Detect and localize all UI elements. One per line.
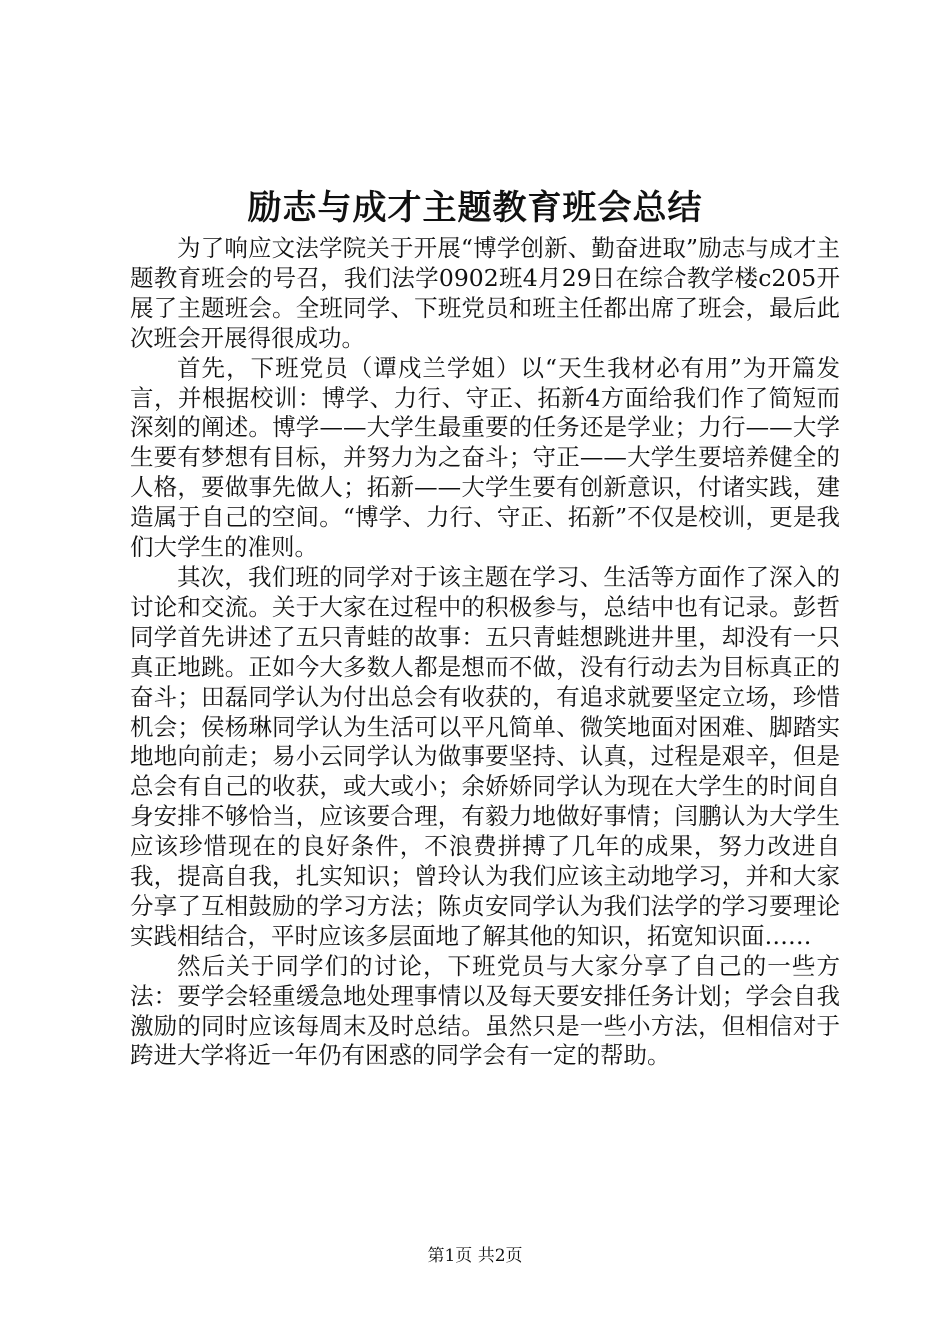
document-body [130,234,840,1071]
paragraph-3: 其次，我们班的同学对于该主题在学习、生活等方面作了深入的讨论和交流。关于大家在过程中的积极参与，总结中也有记录。彭哲同学首先讲述了五只青蛙的故事：五只青蛙想跳进井里，却没有一只真正地跳。正如今大多数人都是想而不做，没有行动去为目标真正的奋斗；田磊同学认为付出总会有收获的，有追求就要坚定立场，珍惜机会；侯杨琳同学认为生活可以平凡简单、微笑地面对困难、脚踏实地地向前走；易小云同学认为做事要坚持、认真，过程是艰辛，但是总会有自己的收获，或大或小；余娇娇同学认为现在大学生的时间自身安排不够恰当，应该要合理，有毅力地做好事情；闫鹏认为大学生应该珍惜现在的良好条件，不浪费拼搏了几年的成果，努力改进自我，提高自我，扎实知识；曾玲认为我们应该主动地学习，并和大家分享了互相鼓励的学习方法；陈贞安同学认为我们法学的学习要理论实践相结合，平时应该多层面地了解其他的知识，拓宽知识面…… [130,562,840,950]
paragraph-4: 然后关于同学们的讨论，下班党员与大家分享了自己的一些方法：要学会轻重缓急地处理事情以及每天要安排任务计划；学会自我激励的同时应该每周末及时总结。虽然只是一些小方法，但相信对于跨进大学将近一年仍有困惑的同学会有一定的帮助。 [130,951,840,1070]
paragraph-1: 为了响应文法学院关于开展“博学创新、勤奋进取”励志与成才主题教育班会的号召，我们法学0902班4月29日在综合教学楼c205开展了主题班会。全班同学、下班党员和班主任都出席了班会，最后此次班会开展得很成功。 [130,234,840,352]
paragraph-2: 首先，下班党员（谭戍兰学姐）以“天生我材必有用”为开篇发言，并根据校训：博学、力行、守正、拓新4方面给我们作了简短而深刻的阐述。博学——大学生最重要的任务还是学业；力行——大学生要有梦想有目标，并努力为之奋斗；守正——大学生要培养健全的人格，要做事先做人；拓新——大学生要有创新意识，付诸实践，建造属于自己的空间。“博学、力行、守正、拓新”不仅是校训，更是我们大学生的准则。 [130,353,840,562]
document-title: 励志与成才主题教育班会总结 [247,188,703,228]
page-footer: 第1页 共2页 [427,1246,523,1266]
